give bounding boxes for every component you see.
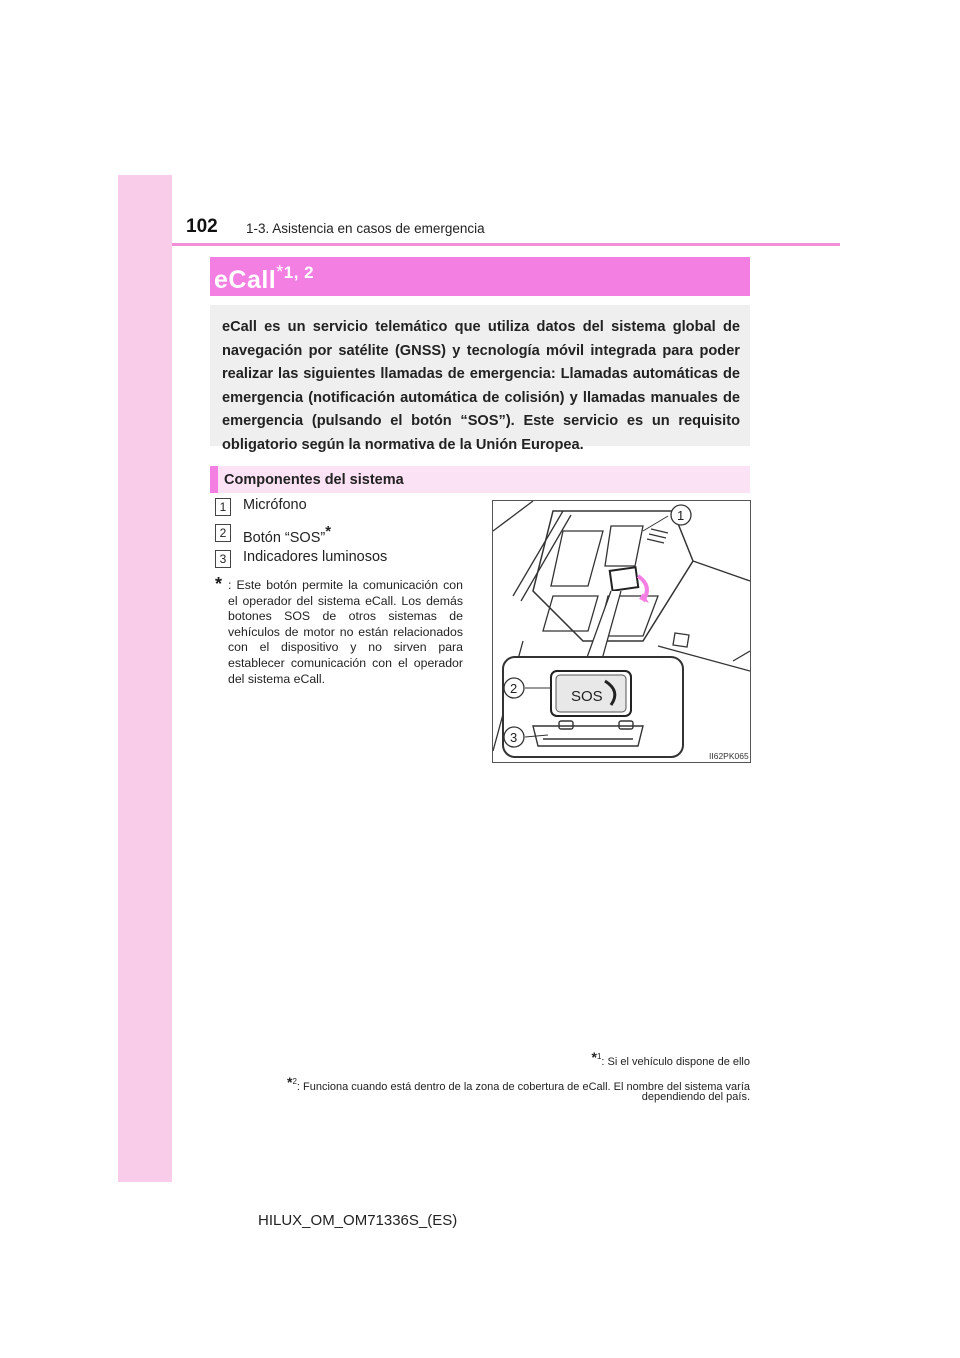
console-drawing	[493, 501, 750, 762]
page-number: 102	[186, 216, 218, 237]
svg-text:2: 2	[510, 681, 518, 696]
intro-text: eCall es un servicio telemático que utiliza datos del sistema global de navegación por satélite (GNSS) y tecnología móvil integrada para poder realizar las siguientes llamadas de emergencia: Llamadas automáticas de emergencia (notificación automática de colisión) y llamadas manuales de emergencia (pulsando el botón “SOS”). Este servicio es un requisito obligatorio según la normativa de la Unión Europea.	[222, 319, 740, 453]
component-label: Indicadores luminosos	[243, 549, 388, 565]
footnote-2: *$^2$: Funciona cuando está dentro de la zona de cobertura de eCall. El nombre del sistema varía	[286, 1074, 750, 1093]
sos-button-small	[610, 567, 639, 590]
component-label	[243, 523, 331, 546]
note-text: : Este botón permite la comunicación con el operador del sistema eCall. Los demás botones SOS de otros sistemas de vehículos de motor no están relacionados con el dispositivo y no sirven para establecer comunicación con el operador del sistema eCall.	[228, 578, 463, 686]
microphone-grille	[647, 529, 668, 543]
note-asterisk: *	[215, 574, 223, 594]
side-band	[118, 175, 172, 1182]
overhead-console-illustration	[492, 500, 751, 763]
component-label-text: Botón “SOS”	[243, 530, 326, 546]
component-label: Micrófono	[243, 497, 307, 513]
subsection-title: Componentes del sistema	[224, 472, 404, 488]
callout-2	[504, 678, 524, 698]
document-code: HILUX_OM_OM71336S_(ES)	[258, 1212, 458, 1229]
page-title	[214, 262, 314, 295]
footnote-2-continuation: dependiendo del país.	[641, 1091, 750, 1103]
callout-3	[504, 727, 524, 747]
callout-1	[671, 505, 691, 525]
component-number: 3	[215, 550, 231, 568]
component-asterisk: *	[325, 523, 332, 540]
title-superscript: 1, 2	[283, 263, 315, 282]
section-title: 1-3. Asistencia en casos de emergencia	[246, 221, 485, 236]
sos-button-label: SOS	[571, 688, 603, 705]
title-asterisk: *	[276, 262, 284, 282]
svg-text:1: 1	[677, 508, 685, 523]
svg-text:3: 3	[510, 730, 518, 745]
component-number: 2	[215, 524, 231, 542]
component-number: 1	[215, 498, 231, 516]
subsection-accent	[210, 466, 218, 493]
title-main: eCall	[214, 266, 277, 294]
header-rule	[172, 243, 840, 246]
figure-code: II62PK065	[709, 751, 749, 761]
footnote-1: *$^1$: Si el vehículo dispone de ello	[591, 1049, 750, 1068]
